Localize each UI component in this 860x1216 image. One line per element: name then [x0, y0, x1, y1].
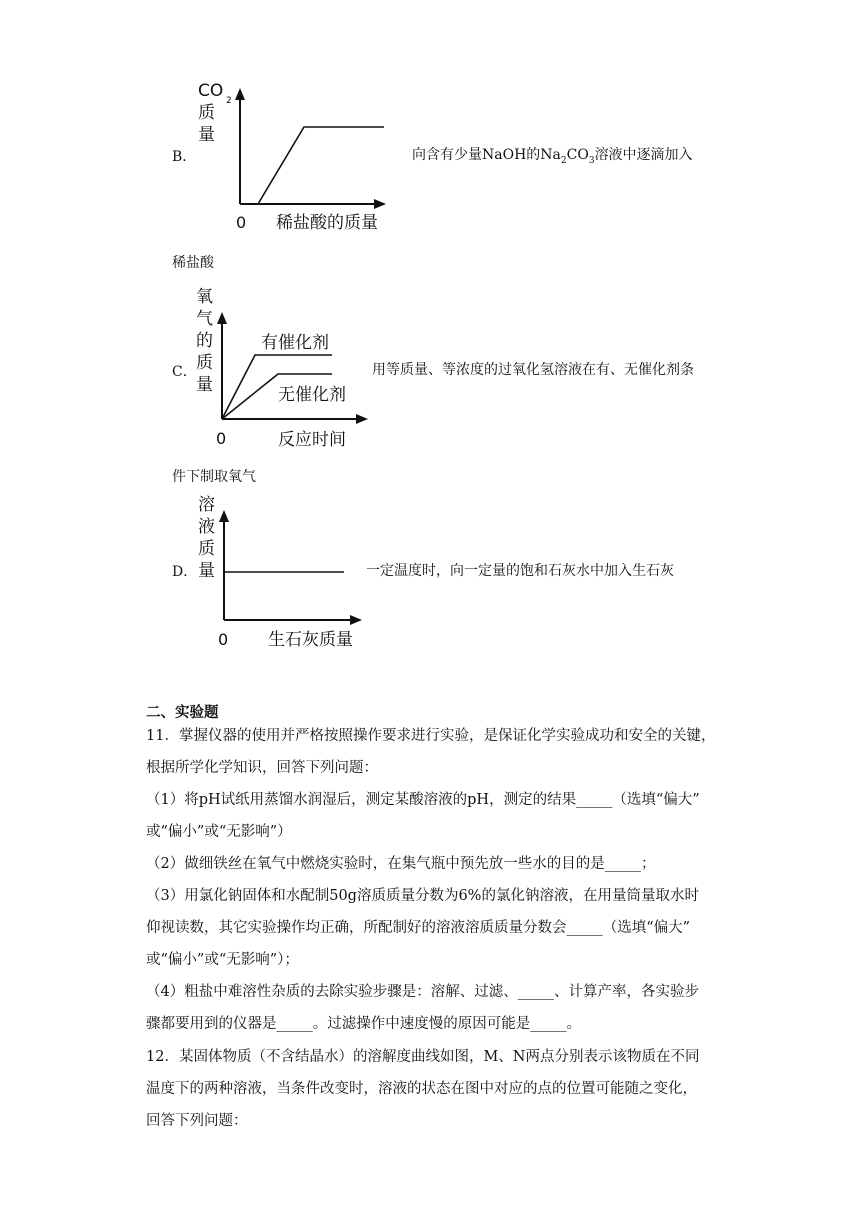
c-series-bottom: 无催化剂 [278, 385, 346, 405]
q11-line: 11．掌握仪器的使用并严格按照操作要求进行实验，是保证化学实验成功和安全的关键， [146, 728, 716, 744]
d-ylabel-1: 液 [198, 517, 215, 537]
c-ylabel-3: 质 [196, 353, 213, 373]
q11-line: 根据所学化学知识，回答下列问题： [146, 760, 378, 776]
b-ylabel-3: 量 [198, 125, 215, 145]
option-b-graph [190, 72, 405, 237]
q11-line: 或“偏小”或“无影响”）； [146, 952, 299, 968]
b-ylabel-co: CO [198, 81, 224, 101]
d-origin: 0 [218, 630, 229, 649]
c-ylabel-4: 量 [196, 375, 213, 395]
option-c-desc: 用等质量、等浓度的过氧化氢溶液在有、无催化剂条 [372, 362, 694, 378]
d-ylabel-2: 质 [198, 539, 215, 559]
d-ylabel-0: 溶 [198, 495, 215, 515]
d-xlabel: 生石灰质量 [268, 630, 353, 650]
b-x-arrow [374, 199, 386, 209]
option-b-desc: 向含有少量NaOH的$Na_2CO_3$溶液中逐滴加入 [412, 147, 693, 166]
d-y-arrow [219, 510, 229, 522]
d-x-arrow [350, 615, 362, 625]
c-xlabel: 反应时间 [278, 430, 346, 450]
section-title: 二、实验题 [146, 704, 219, 721]
option-c-desc-cont: 件下制取氧气 [172, 469, 256, 485]
c-ylabel-2: 的 [196, 331, 213, 351]
c-ylabel-1: 气 [196, 309, 213, 329]
q11-line: 仰视读数，其它实验操作均正确，所配制好的溶液溶质质量分数会_____（选填“偏大” [146, 920, 691, 936]
option-d-graph [190, 490, 370, 655]
q12-line: 温度下的两种溶液，当条件改变时，溶液的状态在图中对应的点的位置可能随之变化， [146, 1081, 697, 1097]
c-x-arrow [356, 414, 368, 424]
c-y-arrow [217, 312, 227, 324]
q12-line: 回答下列问题： [146, 1113, 248, 1129]
q11-line: （4）粗盐中难溶性杂质的去除实验步骤是：溶解、过滤、_____、计算产率，各实验步 [146, 984, 699, 1000]
q11-line: 骤都要用到的仪器是_____。过滤操作中速度慢的原因可能是_____。 [146, 1016, 581, 1032]
option-c-label: C． [172, 364, 197, 380]
question-12 [146, 1047, 699, 1143]
b-ylabel-2: 质 [198, 103, 215, 123]
b-xlabel: 稀盐酸的质量 [276, 213, 378, 233]
c-origin: 0 [216, 429, 227, 448]
b-ylabel-sub: 2 [226, 96, 232, 106]
q11-line: （3）用氯化钠固体和水配制50g溶质质量分数为6%的氯化钠溶液，在用量筒量取水时 [146, 888, 699, 904]
option-d-label: D． [172, 564, 198, 580]
b-y-arrow [235, 88, 245, 100]
option-b-desc-cont: 稀盐酸 [172, 255, 214, 271]
q11-line: （2）做细铁丝在氧气中燃烧实验时，在集气瓶中预先放一些水的目的是_____； [146, 856, 656, 872]
b-origin: 0 [236, 213, 247, 232]
option-d-desc: 一定温度时，向一定量的饱和石灰水中加入生石灰 [366, 563, 674, 579]
q11-line: 或“偏小”或“无影响”） [146, 824, 292, 840]
q12-line: 12．某固体物质（不含结晶水）的溶解度曲线如图，M、N两点分别表示该物质在不同 [146, 1049, 700, 1065]
option-c-graph [190, 282, 375, 454]
d-ylabel-3: 量 [198, 561, 215, 581]
option-b-label: B． [172, 149, 197, 165]
question-11 [146, 726, 715, 1046]
q11-line: （1）将pH试纸用蒸馏水润湿后，测定某酸溶液的pH，测定的结果_____（选填“偏大” [146, 792, 700, 808]
c-ylabel-0: 氧 [196, 287, 213, 307]
b-curve [258, 127, 384, 204]
c-series-top: 有催化剂 [261, 333, 329, 353]
